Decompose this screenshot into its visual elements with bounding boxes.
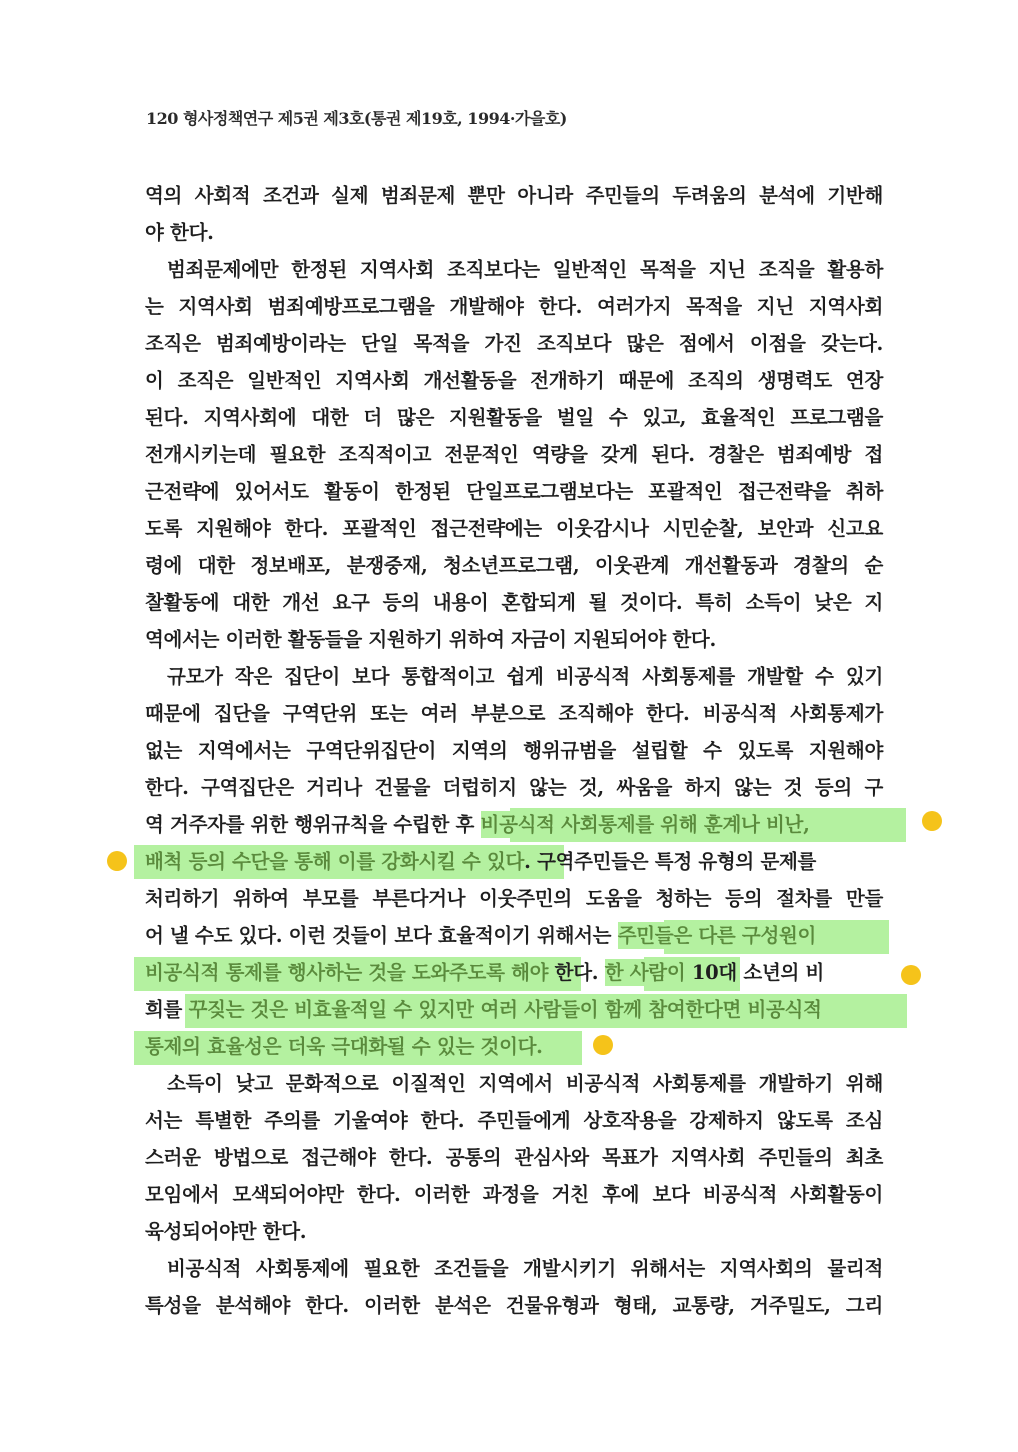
annotation-marker-icon[interactable] — [901, 965, 921, 985]
running-header: 120 형사정책연구 제5권 제3호(통권 제19호, 1994·가을호) — [146, 109, 567, 128]
text-line — [145, 922, 883, 952]
text-span: 10대 소년의 비 — [685, 961, 825, 984]
text-line: 찰활동에 대한 개선 요구 등의 내용이 혼합되게 될 것이다. 특히 소득이 낮은 지 — [145, 591, 883, 614]
text-line: 한다. 구역집단은 거리나 건물을 더럽히지 않는 것, 싸움을 하지 않는 것 등의 구 — [145, 776, 883, 799]
text-line: 이 조직은 일반적인 지역사회 개선활동을 전개하기 때문에 조직의 생명력도 연장 — [145, 369, 883, 392]
text-line: 특성을 분석해야 한다. 이러한 분석은 건물유형과 형태, 교통량, 거주밀도, 그리 — [145, 1294, 883, 1317]
text-line: 범죄문제에만 한정된 지역사회 조직보다는 일반적인 목적을 지닌 조직을 활용하 — [167, 258, 883, 281]
text-span: 역 거주자를 위한 행위규칙을 수립한 후 — [145, 813, 481, 836]
highlighted-text: 꾸짖는 것은 비효율적일 수 있지만 — [188, 998, 475, 1021]
text-line — [145, 848, 883, 878]
annotation-marker-icon[interactable] — [922, 811, 942, 831]
annotation-marker-icon[interactable] — [107, 851, 127, 871]
text-line: 전개시키는데 필요한 조직적이고 전문적인 역량을 갖게 된다. 경찰은 범죄예방 접 — [145, 443, 883, 466]
highlighted-text: 주민들은 다른 구성원이 — [617, 924, 817, 947]
highlighted-text: 여러 사람들이 함께 참여한다면 비공식적 — [474, 998, 822, 1021]
text-span: . 구역주민들은 특정 유형의 문제를 — [524, 850, 817, 873]
text-line: 조직은 범죄예방이라는 단일 목적을 가진 조직보다 많은 점에서 이점을 갖는다. — [145, 332, 883, 355]
text-line: 때문에 집단을 구역단위 또는 여러 부분으로 조직해야 한다. 비공식적 사회통제가 — [145, 702, 883, 725]
text-line — [145, 1033, 883, 1063]
highlighted-text: 통제의 효율성은 더욱 극대화될 수 있는 것이다. — [145, 1035, 543, 1058]
text-line: 역에서는 이러한 활동들을 지원하기 위하여 자금이 지원되어야 한다. — [145, 628, 716, 651]
highlighted-text: 비공식적 통제를 행사하는 것을 도와주도록 해야 — [145, 961, 549, 984]
text-line: 도록 지원해야 한다. 포괄적인 접근전략에는 이웃감시나 시민순찰, 보안과 신고요 — [145, 517, 883, 540]
text-line: 스러운 방법으로 접근해야 한다. 공통의 관심사와 목표가 지역사회 주민들의 최초 — [145, 1146, 883, 1169]
text-line — [145, 811, 883, 841]
text-line: 처리하기 위하여 부모를 부른다거나 이웃주민의 도움을 청하는 등의 절차를 만들 — [145, 887, 883, 910]
highlighted-text: 비공식적 사회통제를 위해 훈계나 비난, — [480, 813, 810, 836]
highlighted-text: 한 사람이 — [604, 961, 686, 984]
text-line — [145, 959, 883, 989]
text-line: 없는 지역에서는 구역단위집단이 지역의 행위규범을 설립할 수 있도록 지원해야 — [145, 739, 883, 762]
text-line: 비공식적 사회통제에 필요한 조건들을 개발시키기 위해서는 지역사회의 물리적 — [167, 1257, 883, 1280]
text-line: 역의 사회적 조건과 실제 범죄문제 뿐만 아니라 주민들의 두려움의 분석에 기반해 — [145, 184, 883, 207]
text-line: 는 지역사회 범죄예방프로그램을 개발해야 한다. 여러가지 목적을 지닌 지역사회 — [145, 295, 883, 318]
text-line: 규모가 작은 집단이 보다 통합적이고 쉽게 비공식적 사회통제를 개발할 수 있기 — [167, 665, 883, 688]
text-line: 서는 특별한 주의를 기울여야 한다. 주민들에게 상호작용을 강제하지 않도록 조심 — [145, 1109, 883, 1132]
text-line: 소득이 낮고 문화적으로 이질적인 지역에서 비공식적 사회통제를 개발하기 위해 — [167, 1072, 883, 1095]
annotation-marker-icon[interactable] — [593, 1035, 613, 1055]
text-line: 육성되어야만 한다. — [145, 1220, 307, 1243]
text-line: 야 한다. — [145, 221, 214, 244]
text-line: 근전략에 있어서도 활동이 한정된 단일프로그램보다는 포괄적인 접근전략을 취하 — [145, 480, 883, 503]
text-span: 한다. — [548, 961, 605, 984]
text-span: 어 낼 수도 있다. 이런 것들이 보다 효율적이기 위해서는 — [145, 924, 618, 947]
text-line: 된다. 지역사회에 대한 더 많은 지원활동을 벌일 수 있고, 효율적인 프로그램을 — [145, 406, 883, 429]
text-line: 모임에서 모색되어야만 한다. 이러한 과정을 거친 후에 보다 비공식적 사회활동이 — [145, 1183, 883, 1206]
highlighted-text: 배척 등의 수단을 통해 이를 강화시킬 수 있다 — [145, 850, 525, 873]
text-span: 희를 — [145, 998, 189, 1021]
text-line — [145, 996, 883, 1026]
text-line: 령에 대한 정보배포, 분쟁중재, 청소년프로그램, 이웃관계 개선활동과 경찰의 순 — [145, 554, 883, 577]
